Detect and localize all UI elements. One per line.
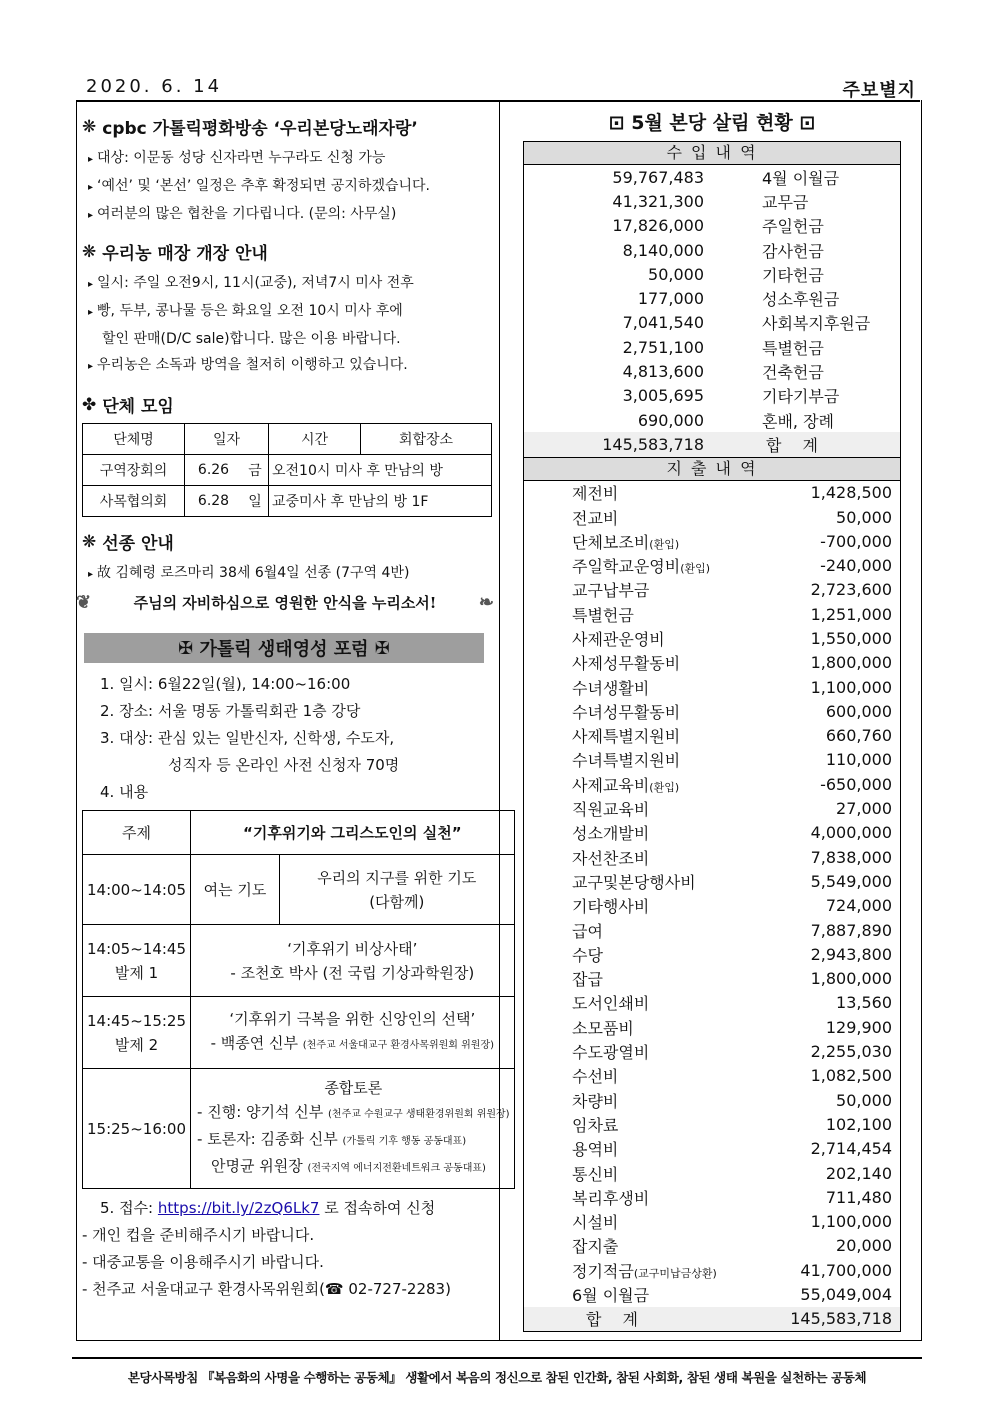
expense-row xyxy=(524,553,900,577)
expense-label: 수도광열비 xyxy=(572,1043,650,1063)
expense-row xyxy=(524,699,900,723)
expense-label-wrap xyxy=(572,1210,618,1233)
expense-amount: 1,800,000 xyxy=(810,969,892,989)
table-cell: 주제 xyxy=(83,811,191,855)
groups-section-title: ✤ 단체 모임 xyxy=(82,394,174,417)
expense-label-wrap xyxy=(572,870,696,893)
table-cell: 여는 기도 xyxy=(191,855,280,925)
bullet-triangle-icon: ▸ xyxy=(88,361,94,372)
expense-amount: 1,251,000 xyxy=(810,604,892,624)
flourish-left-icon: ❦ xyxy=(76,592,92,613)
expense-header: 지 출 내 역 xyxy=(524,457,900,481)
income-row xyxy=(524,384,900,408)
list-item: ▸ 故 김혜령 로즈마리 38세 6월4일 선종 (7구역 4반) xyxy=(88,565,410,581)
table-row xyxy=(83,925,515,997)
expense-label-wrap xyxy=(572,919,603,942)
income-label: 성소후원금 xyxy=(762,290,840,310)
cell-line: 안명균 위원장 (전국지역 에너지전환네트워크 공동대표) xyxy=(211,1157,486,1175)
expense-row xyxy=(524,918,900,942)
expense-label-wrap xyxy=(572,603,634,626)
income-label: 혼배, 장례 xyxy=(762,411,834,431)
list-item: ▸ 빵, 두부, 콩나물 등은 화요일 오전 10시 미사 후에 xyxy=(88,303,403,319)
list-item: ▸ ‘예선’ 및 ‘본선’ 일정은 추후 확정되면 공지하겠습니다. xyxy=(88,178,430,194)
expense-row xyxy=(524,967,900,991)
income-label: 기타기부금 xyxy=(762,387,840,407)
ornament-icon: ✤ xyxy=(82,394,97,415)
expense-row xyxy=(524,821,900,845)
expense-amount: 2,255,030 xyxy=(810,1042,892,1062)
income-label: 교무금 xyxy=(762,192,809,212)
expense-row xyxy=(524,481,900,505)
expense-label: 잡급 xyxy=(572,970,603,990)
table-cell: 일 xyxy=(242,486,269,517)
table-cell: 교중미사 후 만남의 방 1F xyxy=(268,486,491,517)
expense-row xyxy=(524,1209,900,1233)
expense-row xyxy=(524,869,900,893)
expense-label: 직원교육비 xyxy=(572,800,650,820)
table-cell: 14:00~14:05 xyxy=(83,855,191,925)
table-cell xyxy=(191,997,515,1069)
expense-amount: 4,000,000 xyxy=(810,823,892,843)
expense-row xyxy=(524,772,900,796)
expense-label-wrap xyxy=(572,821,649,844)
group-meeting-table xyxy=(82,423,492,517)
expense-amount: 600,000 xyxy=(825,701,892,721)
expense-row xyxy=(524,1258,900,1282)
table-header-row xyxy=(83,424,492,455)
forum-title-bar: ✠ 가톨릭 생태영성 포럼 ✠ xyxy=(84,633,484,663)
expense-row xyxy=(524,651,900,675)
expense-label: 임차료 xyxy=(572,1115,619,1135)
income-row xyxy=(524,311,900,335)
forum-target-continued: 성직자 등 온라인 사전 신청자 70명 xyxy=(168,756,400,774)
income-row xyxy=(524,238,900,262)
table-cell: 구역장회의 xyxy=(83,455,185,486)
cell-line: - 조천호 박사 (전 국립 기상과학원장) xyxy=(230,963,475,982)
expense-label-wrap xyxy=(572,554,710,577)
expense-label-wrap xyxy=(572,676,649,699)
table-cell: 15:25~16:00 xyxy=(83,1069,191,1189)
expense-label-wrap xyxy=(572,481,618,504)
forum-note: - 대중교통을 이용해주시기 바랍니다. xyxy=(82,1253,324,1271)
income-amount: 8,140,000 xyxy=(622,240,704,260)
expense-row xyxy=(524,1112,900,1136)
expense-row xyxy=(524,505,900,529)
list-item: ▸ 우리농은 소독과 방역을 철저히 이행하고 있습니다. xyxy=(88,357,408,373)
expense-label: 6월 이월금 xyxy=(572,1286,650,1305)
expense-row xyxy=(524,529,900,553)
expense-label-wrap xyxy=(572,1283,649,1306)
expense-label-wrap xyxy=(572,967,603,990)
expense-amount: 55,049,004 xyxy=(800,1285,892,1304)
income-amount: 50,000 xyxy=(648,264,704,284)
expense-label-wrap xyxy=(572,894,649,917)
expense-amount: 20,000 xyxy=(836,1236,892,1256)
expense-label: 사제특별지원비 xyxy=(572,727,681,747)
expense-amount: 1,428,500 xyxy=(810,483,892,503)
expense-label: 수녀성무활동비 xyxy=(572,702,681,722)
cell-line: ‘기후위기 비상사태’ xyxy=(287,939,418,958)
finance-box xyxy=(523,141,901,1332)
table-row xyxy=(83,811,515,855)
expense-row xyxy=(524,1064,900,1088)
expense-label: 시설비 xyxy=(572,1213,619,1233)
bullet-triangle-icon: ▸ xyxy=(88,569,94,580)
table-row xyxy=(83,486,492,517)
expense-amount: 13,560 xyxy=(836,993,892,1013)
table-row xyxy=(83,455,492,486)
income-label: 기타헌금 xyxy=(762,265,824,285)
expense-label: 제전비 xyxy=(572,484,619,504)
income-label: 사회복지후원금 xyxy=(762,314,871,334)
expense-label: 잡지출 xyxy=(572,1237,619,1257)
page-header xyxy=(76,74,920,100)
table-cell xyxy=(83,997,191,1069)
income-row xyxy=(524,214,900,238)
expense-row xyxy=(524,1015,900,1039)
income-total-label: 합 계 xyxy=(766,435,818,455)
income-amount: 690,000 xyxy=(637,410,704,430)
expense-label-wrap xyxy=(572,530,679,553)
expense-amount: 110,000 xyxy=(825,750,892,770)
cross-ornament-icon: ❋ xyxy=(82,531,97,552)
expense-label-wrap xyxy=(572,1040,649,1063)
cross-icon: ✠ xyxy=(368,637,390,659)
expense-amount: 1,100,000 xyxy=(810,1212,892,1232)
cross-ornament-icon: ❋ xyxy=(82,241,97,262)
income-label: 특별헌금 xyxy=(762,338,824,358)
expense-amount: 202,140 xyxy=(825,1163,892,1183)
expense-label-wrap xyxy=(572,1137,618,1160)
list-item-continued: 할인 판매(D/C sale)합니다. 많은 이용 바랍니다. xyxy=(102,331,401,347)
income-row xyxy=(524,359,900,383)
expense-label-wrap xyxy=(572,578,649,601)
expense-label-wrap xyxy=(572,627,665,650)
bullet-triangle-icon: ▸ xyxy=(88,182,94,193)
expense-amount: 2,714,454 xyxy=(810,1139,892,1159)
forum-date: 1. 일시: 6월22일(월), 14:00~16:00 xyxy=(100,675,351,693)
expense-amount: -240,000 xyxy=(820,556,892,576)
expense-label: 수녀생활비 xyxy=(572,678,650,698)
list-item: ▸ 일시: 주일 오전9시, 11시(교중), 저녁7시 미사 전후 xyxy=(88,275,414,291)
expense-label: 교구납부금 xyxy=(572,581,650,601)
income-amount: 7,041,540 xyxy=(622,313,704,333)
cell-line: (다함께) xyxy=(369,892,425,911)
expense-row xyxy=(524,626,900,650)
bullet-triangle-icon: ▸ xyxy=(88,307,94,318)
left-column xyxy=(76,108,510,1303)
expense-row xyxy=(524,748,900,772)
expense-label: 주일학교운영비 xyxy=(572,557,681,577)
funeral-prayer: ❦ 주님의 자비하심으로 영원한 안식을 누리소서! ❧ xyxy=(76,592,494,613)
table-cell xyxy=(83,925,191,997)
finance-title: ⊡ 5월 본당 살림 현황 ⊡ xyxy=(608,112,816,134)
expense-label-wrap xyxy=(572,1234,618,1257)
expense-total-amount: 145,583,718 xyxy=(790,1309,892,1329)
expense-label-wrap xyxy=(572,943,603,966)
expense-label-wrap xyxy=(572,1186,649,1209)
cross-ornament-icon: ❋ xyxy=(82,116,97,137)
income-header: 수 입 내 역 xyxy=(524,142,900,165)
cell-line: 발제 2 xyxy=(114,1035,159,1054)
expense-label: 수당 xyxy=(572,945,603,965)
expense-label-wrap xyxy=(572,506,618,529)
forum-place: 2. 장소: 서울 명동 가톨릭회관 1층 강당 xyxy=(100,702,361,720)
expense-row xyxy=(524,991,900,1015)
list-item: ▸ 대상: 이문동 성당 신자라면 누구라도 신청 가능 xyxy=(88,150,386,166)
table-cell: 금 xyxy=(242,455,269,486)
expense-label-wrap xyxy=(572,1259,717,1282)
expense-row xyxy=(524,1088,900,1112)
table-row xyxy=(83,855,515,925)
table-cell: 사목협의회 xyxy=(83,486,185,517)
expense-row xyxy=(524,578,900,602)
expense-label: 사제성무활동비 xyxy=(572,654,681,674)
table-cell xyxy=(191,1069,515,1189)
expense-amount: 102,100 xyxy=(825,1114,892,1134)
expense-note: (환입) xyxy=(680,562,711,576)
expense-amount: 5,549,000 xyxy=(810,871,892,891)
expense-amount: 2,943,800 xyxy=(810,944,892,964)
expense-label: 차량비 xyxy=(572,1091,619,1111)
expense-label: 전교비 xyxy=(572,508,619,528)
cell-line: 우리의 지구를 위한 기도 xyxy=(317,868,477,887)
expense-amount: -700,000 xyxy=(820,531,892,551)
expense-label-wrap xyxy=(572,1113,618,1136)
income-row xyxy=(524,189,900,213)
expense-label-wrap xyxy=(572,797,649,820)
table-row xyxy=(83,997,515,1069)
expense-amount: 711,480 xyxy=(825,1187,892,1207)
expense-label-wrap xyxy=(572,991,649,1014)
cell-line: 14:05~14:45 xyxy=(87,939,187,958)
expense-amount: 2,723,600 xyxy=(810,580,892,600)
expense-label: 사제관운영비 xyxy=(572,629,665,649)
parish-motto-footer: 본당사목방침 『복음화의 사명을 수행하는 공동체』 생활에서 복음의 정신으로 참된 인간화, 참된 사회화, 참된 생태 복원을 실천하는 공동체 xyxy=(127,1370,867,1385)
cell-line: 종합토론 xyxy=(324,1079,383,1097)
expense-label: 도서인쇄비 xyxy=(572,994,650,1014)
expense-amount: 660,760 xyxy=(825,726,892,746)
expense-amount: 724,000 xyxy=(825,896,892,916)
expense-amount: 1,800,000 xyxy=(810,653,892,673)
income-label: 주일헌금 xyxy=(762,217,824,237)
income-label: 감사헌금 xyxy=(762,241,824,261)
expense-label: 수선비 xyxy=(572,1067,619,1087)
forum-program-table xyxy=(82,810,515,1189)
expense-amount: 7,887,890 xyxy=(810,920,892,940)
expense-row xyxy=(524,724,900,748)
income-amount: 41,321,300 xyxy=(612,191,704,211)
expense-amount: 50,000 xyxy=(836,1090,892,1110)
expense-row xyxy=(524,1234,900,1258)
bulletin-tag: 주보별지 xyxy=(842,80,916,101)
expense-label: 용역비 xyxy=(572,1140,619,1160)
registration-link[interactable]: https://bit.ly/2zQ6Lk7 xyxy=(157,1199,320,1217)
income-total-row xyxy=(524,432,900,456)
expense-amount: -650,000 xyxy=(820,774,892,794)
forum-target: 3. 대상: 관심 있는 일반신자, 신학생, 수도자, xyxy=(100,729,395,747)
expense-amount: 41,700,000 xyxy=(800,1260,892,1280)
income-row xyxy=(524,262,900,286)
cell-line: - 진행: 양기석 신부 (천주교 수원교구 생태환경위원회 위원장) xyxy=(197,1103,510,1121)
table-cell: 6.26 xyxy=(185,455,242,486)
table-cell: 6.28 xyxy=(185,486,242,517)
expense-label: 복리후생비 xyxy=(572,1188,650,1208)
expense-label: 특별헌금 xyxy=(572,605,634,625)
expense-row xyxy=(524,845,900,869)
income-amount: 59,767,483 xyxy=(612,167,704,187)
expense-row xyxy=(524,1137,900,1161)
expense-row xyxy=(524,796,900,820)
expense-label: 정기적금 xyxy=(572,1261,634,1281)
expense-label: 기타행사비 xyxy=(572,897,650,917)
cell-line: 14:45~15:25 xyxy=(87,1011,187,1030)
expense-note: (환입) xyxy=(649,537,680,551)
table-cell: 오전10시 미사 후 만남의 방 xyxy=(268,455,491,486)
cross-icon: ✠ xyxy=(178,637,200,659)
expense-total-label: 합 계 xyxy=(586,1310,638,1330)
income-row xyxy=(524,335,900,359)
income-label: 건축헌금 xyxy=(762,363,824,383)
expense-label-wrap xyxy=(572,1064,618,1087)
bullet-triangle-icon: ▸ xyxy=(88,210,94,221)
expense-row xyxy=(524,602,900,626)
bullet-triangle-icon: ▸ xyxy=(88,154,94,165)
expense-label: 성소개발비 xyxy=(572,824,650,844)
expense-row xyxy=(524,1161,900,1185)
column-header: 일자 xyxy=(185,424,269,455)
expense-amount: 129,900 xyxy=(825,1017,892,1037)
expense-list xyxy=(524,481,900,1307)
funeral-section-title: ❋ 선종 안내 xyxy=(82,531,174,554)
income-row xyxy=(524,286,900,310)
cpbc-section-title: ❋ cpbc 가톨릭평화방송 ‘우리본당노래자랑’ xyxy=(82,116,418,139)
expense-row xyxy=(524,1282,900,1306)
expense-label: 자선찬조비 xyxy=(572,848,650,868)
expense-label-wrap xyxy=(572,1016,634,1039)
column-header: 단체명 xyxy=(83,424,185,455)
expense-label: 교구및본당행사비 xyxy=(572,872,696,892)
farm-section-title: ❋ 우리농 매장 개장 안내 xyxy=(82,241,268,264)
expense-amount: 1,100,000 xyxy=(810,677,892,697)
expense-row xyxy=(524,894,900,918)
expense-label: 사제교육비 xyxy=(572,775,650,795)
forum-note: - 개인 컵을 준비해주시기 바랍니다. xyxy=(82,1226,315,1244)
expense-amount: 7,838,000 xyxy=(810,847,892,867)
cell-line: 발제 1 xyxy=(114,963,159,982)
expense-label-wrap xyxy=(572,700,680,723)
bullet-triangle-icon: ▸ xyxy=(88,279,94,290)
expense-row xyxy=(524,675,900,699)
medallion-icon: ⊡ xyxy=(608,112,625,134)
expense-label-wrap xyxy=(572,1089,618,1112)
expense-label-wrap xyxy=(572,748,680,771)
expense-note: (교구미납금상환) xyxy=(633,1266,717,1280)
cell-line: ‘기후위기 극복을 위한 신앙인의 선택’ xyxy=(229,1010,476,1028)
income-amount: 3,005,695 xyxy=(622,386,704,406)
registration-line: 5. 접수: https://bit.ly/2zQ6Lk7 로 접속하여 신청 xyxy=(100,1199,436,1217)
column-header: 시간 xyxy=(268,424,360,455)
income-list xyxy=(524,165,900,432)
expense-label: 통신비 xyxy=(572,1164,619,1184)
expense-label-wrap xyxy=(572,846,649,869)
cell-line: - 백종연 신부 (천주교 서울대교구 환경사목위원회 위원장) xyxy=(210,1034,494,1052)
expense-row xyxy=(524,1039,900,1063)
list-item: ▸ 여러분의 많은 협찬을 기다립니다. (문의: 사무실) xyxy=(88,206,397,222)
expense-amount: 1,550,000 xyxy=(810,628,892,648)
flourish-right-icon: ❧ xyxy=(478,592,494,613)
table-cell: “기후위기와 그리스도인의 실천” xyxy=(191,811,515,855)
expense-amount: 27,000 xyxy=(836,799,892,819)
expense-label: 급여 xyxy=(572,921,603,941)
expense-label: 단체보조비 xyxy=(572,532,650,552)
expense-label-wrap xyxy=(572,724,680,747)
income-amount: 2,751,100 xyxy=(622,337,704,357)
income-label: 4월 이월금 xyxy=(762,168,840,188)
expense-row xyxy=(524,942,900,966)
table-row xyxy=(83,1069,515,1189)
income-amount: 4,813,600 xyxy=(622,362,704,382)
table-cell xyxy=(191,925,515,997)
income-amount: 17,826,000 xyxy=(612,216,704,236)
income-amount: 177,000 xyxy=(637,289,704,309)
expense-label: 수녀특별지원비 xyxy=(572,751,681,771)
income-total-amount: 145,583,718 xyxy=(602,434,704,454)
expense-amount: 50,000 xyxy=(836,507,892,527)
forum-contact: - 천주교 서울대교구 환경사목위원회(☎ 02-727-2283) xyxy=(82,1280,451,1298)
expense-label: 소모품비 xyxy=(572,1018,634,1038)
income-row xyxy=(524,408,900,432)
column-header: 회합장소 xyxy=(360,424,491,455)
forum-content-label: 4. 내용 xyxy=(100,783,149,801)
footer-rule xyxy=(72,1357,922,1359)
table-cell xyxy=(280,855,515,925)
expense-label-wrap xyxy=(572,1162,618,1185)
expense-total-row xyxy=(524,1307,900,1331)
expense-row xyxy=(524,1185,900,1209)
cell-line: - 토론자: 김종화 신부 (가톨릭 기후 행동 공동대표) xyxy=(197,1130,467,1148)
expense-note: (환입) xyxy=(649,780,680,794)
bulletin-date: 2020. 6. 14 xyxy=(86,76,223,97)
income-row xyxy=(524,165,900,189)
right-column xyxy=(523,108,901,1332)
medallion-icon: ⊡ xyxy=(799,112,816,134)
expense-label-wrap xyxy=(572,651,680,674)
expense-label-wrap xyxy=(572,773,679,796)
expense-amount: 1,082,500 xyxy=(810,1066,892,1086)
